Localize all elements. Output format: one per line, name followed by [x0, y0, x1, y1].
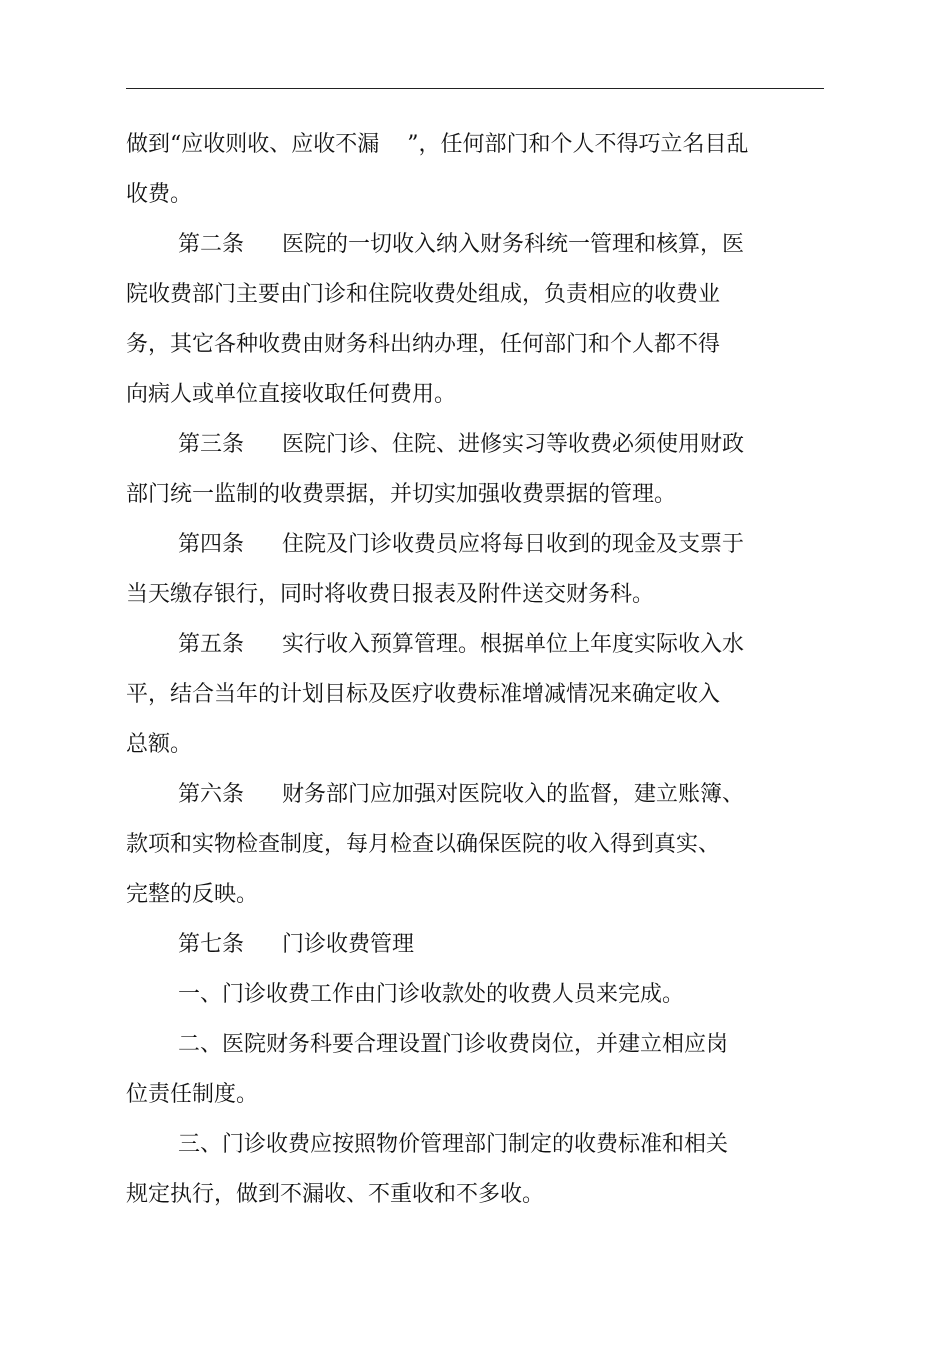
article-6-line-0: 财务部门应加强对医院收入的监督，建立账簿、 [282, 782, 745, 807]
article-2-line-0: 医院的一切收入纳入财务科统一管理和核算，医 [282, 232, 745, 257]
item-3-line-0: 三、门诊收费应按照物价管理部门制定的收费标准和相关 [178, 1132, 729, 1157]
article-3-line-1: 部门统一监制的收费票据，并切实加强收费票据的管理。 [126, 482, 677, 507]
article-3-line-0: 医院门诊、住院、进修实习等收费必须使用财政 [282, 432, 745, 457]
item-1-line-0: 一、门诊收费工作由门诊收款处的收费人员来完成。 [178, 982, 685, 1007]
article-6-line-1: 款项和实物检查制度，每月检查以确保医院的收入得到真实、 [126, 832, 721, 857]
article-2-first-line [178, 231, 744, 259]
article-7-label: 第七条 [178, 932, 245, 957]
article-6-line-2: 完整的反映。 [126, 882, 259, 907]
article-2-line-2: 务，其它各种收费由财务科出纳办理，任何部门和个人都不得 [126, 332, 721, 357]
article-2-line-3: 向病人或单位直接收取任何费用。 [126, 382, 457, 407]
paragraph-0-line-1: 收费。 [126, 182, 193, 207]
header-rule [126, 88, 824, 89]
item-2-line-0: 二、医院财务科要合理设置门诊收费岗位，并建立相应岗 [178, 1032, 729, 1057]
article-5-line-0: 实行收入预算管理。根据单位上年度实际收入水 [282, 632, 745, 657]
paragraph-0-line-0: 做到“应收则收、应收不漏 ”，任何部门和个人不得巧立名目乱 [126, 132, 749, 157]
article-4-line-1: 当天缴存银行，同时将收费日报表及附件送交财务科。 [126, 582, 655, 607]
article-5-line-1: 平，结合当年的计划目标及医疗收费标准增减情况来确定收入 [126, 682, 721, 707]
article-4-label: 第四条 [178, 532, 245, 557]
article-7-line-0: 门诊收费管理 [282, 932, 415, 957]
article-5-line-2: 总额。 [126, 732, 193, 757]
article-5-label: 第五条 [178, 632, 245, 657]
article-4-first-line [178, 531, 744, 559]
article-7-first-line [178, 931, 414, 959]
article-5-first-line [178, 631, 744, 659]
article-3-label: 第三条 [178, 432, 245, 457]
article-2-label: 第二条 [178, 232, 245, 257]
item-2-line-1: 位责任制度。 [126, 1082, 259, 1107]
item-3-line-1: 规定执行，做到不漏收、不重收和不多收。 [126, 1182, 545, 1207]
article-2-line-1: 院收费部门主要由门诊和住院收费处组成，负责相应的收费业 [126, 282, 721, 307]
article-6-label: 第六条 [178, 782, 245, 807]
article-4-line-0: 住院及门诊收费员应将每日收到的现金及支票于 [282, 532, 745, 557]
article-6-first-line [178, 781, 744, 809]
article-3-first-line [178, 431, 744, 459]
